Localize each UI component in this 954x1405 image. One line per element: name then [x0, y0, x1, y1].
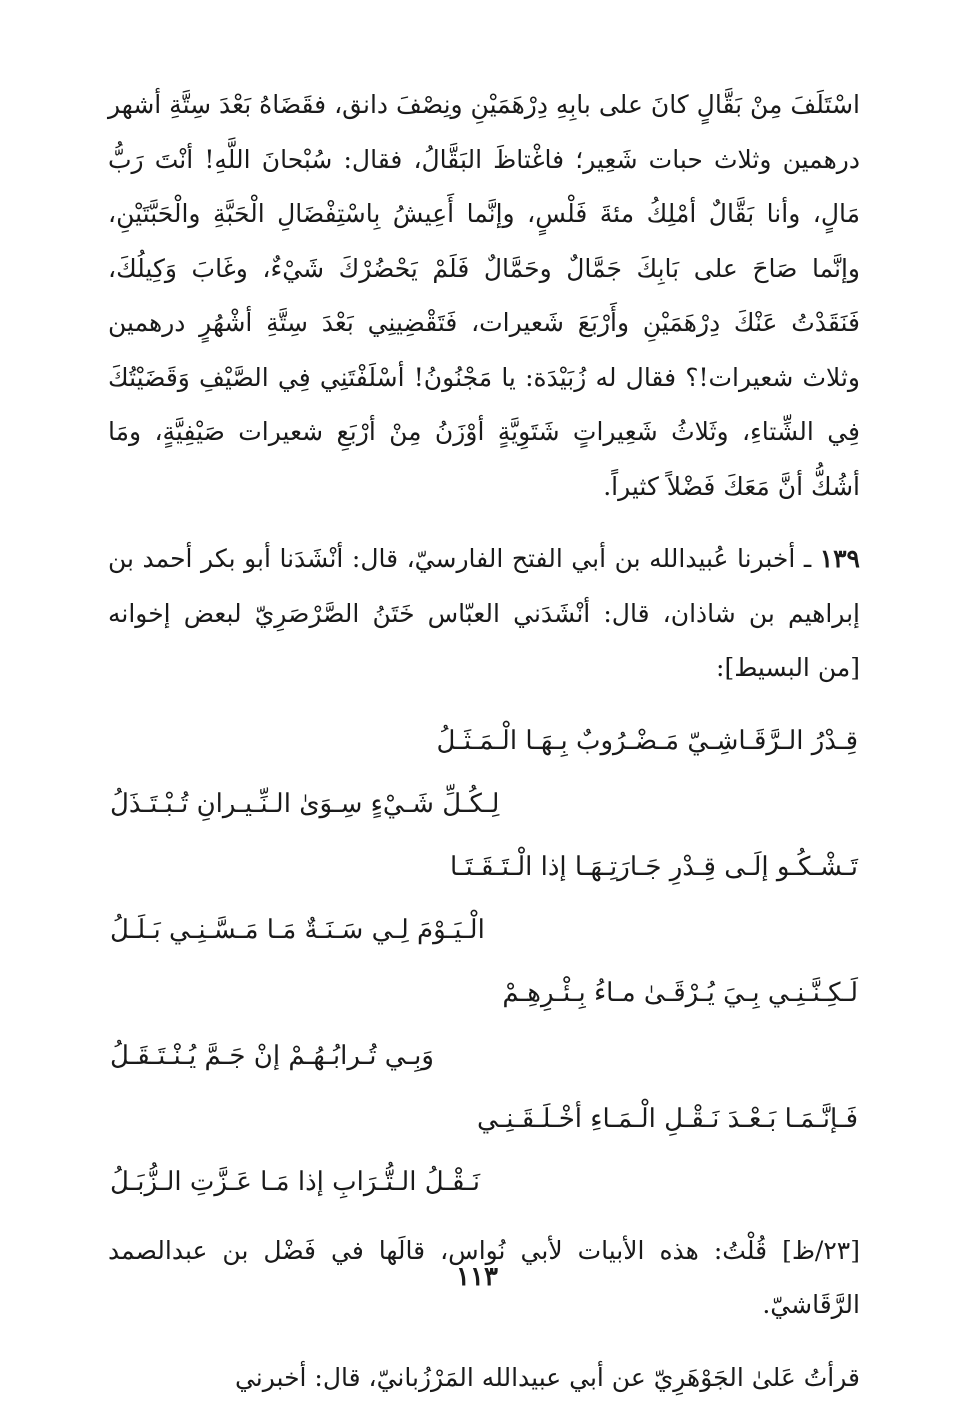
entry-text: ـ أخبرنا عُبيدالله بن أبي الفتح الفارسيّ، قال: أنْشَدَنا أبو بكر أحمد بن إبراهيم بن شاذان، قال: أنْشَدَني العبّاس خَتَنُ الصَّرْصَرِيّ لبعض إخوانه [من البسيط]:: [108, 544, 860, 682]
verse-1-second-hemistich: لِـكُـلِّ شَـيْءٍ سِـوَىٰ الـنِّـيـرانِ تُـبْـتَـذَلُ: [108, 773, 860, 836]
poem: [108, 710, 860, 1214]
verse-4-first-hemistich: فَـإنَّـمَـا بَـعْـدَ نَـقْـلِ الْـمَـاءِ أخْـلَـقَـنِـي: [108, 1088, 860, 1151]
verse-4-second-hemistich: نَـقْـلُ الـتُّـرَابِ إذا مَـا عَـزَّتِ الـزُّبَـلُ: [108, 1151, 860, 1214]
verse-2-first-hemistich: تَـشْـكُـو إلَـى قِـدْرِ جَـارَتِـهَـا إذا الْـتَـقَـتَـا: [108, 836, 860, 899]
page-body: [108, 78, 860, 1405]
paragraph-anecdote: اسْتَلَفَ مِنْ بَقَّالٍ كانَ على بابِهِ دِرْهَمَيْنِ ونِصْفَ دانق، فقَضَاهُ بَعْدَ سِتَّةِ أشهر درهمين وثلاث حبات شَعِير؛ فاغْتاظَ البَقَّالُ، فقال: سُبْحانَ اللَّهِ! أنْتَ رَبُّ مَالٍ، وأنا بَقَّالٌ أمْلِكُ مئةَ فَلْسٍ، وإنَّما أَعِيشُ بِاسْتِفْضَالِ الْحَبَّةِ والْحَبَّتَيْنِ، وإنَّما صَاحَ على بَابِكَ جَمَّالٌ وحَمَّالٌ فَلَمْ يَحْضُرْكَ شَيْءٌ، وغَابَ وَكِيلُكَ، فَنَقَدْتُ عَنْكَ دِرْهَمَيْنِ وأَرْبَعَ شَعيرات، فَتَقْضِينِي بَعْدَ سِتَّةِ أشْهُرٍ درهمين وثلاث شعيرات!؟ فقال له زُبَيْدَة: يا مَجْنُونُ! أسْلَفْتَنِي فِي الصَّيْفِ وَقَضَيْتُكَ فِي الشِّتاءِ، وثَلاثُ شَعِيراتٍ شَتَوِيَّةٍ أوْزَنُ مِنْ أرْبَعِ شعيرات صَيْفِيَّةٍ، ومَا أشُكُّ أنَّ مَعَكَ فَضْلاً كثيراً.: [108, 78, 860, 514]
page-number: ١١٣: [0, 1262, 954, 1292]
paragraph-entry-139: [108, 532, 860, 696]
paragraph-note: [٢٣/ظ] قُلْتُ: هذه الأبيات لأبي نُواس، قالَها في فَضْل بن عبدالصمد الرَّقَاشيّ.: [108, 1224, 860, 1333]
verse-3-second-hemistich: وَبِـي تُـرابُـهُـمْ إنْ جَـمَّ يُـنْـتَـقَـلُ: [108, 1025, 860, 1088]
entry-number: ١٣٩: [820, 544, 860, 573]
paragraph-reading: قرأتُ عَلىٰ الجَوْهَرِيّ عن أبي عبيدالله المَرْزُبانيّ، قال: أخبرني: [108, 1351, 860, 1405]
verse-1-first-hemistich: قِـدْرُ الـرَّقَـاشِـيّ مَـضْـرُوبٌ بِـهَـا الْـمَـثَـلُ: [108, 710, 860, 773]
verse-2-second-hemistich: الْـيَـوْمَ لِـي سَـنَـةٌ مَـا مَـسَّـنِـي بَـلَـلُ: [108, 899, 860, 962]
verse-3-first-hemistich: لَـكِـنَّـنِـي بِـيَ يُـرْقَـىٰ مـاءُ بِـئْـرِهِـمْ: [108, 962, 860, 1025]
